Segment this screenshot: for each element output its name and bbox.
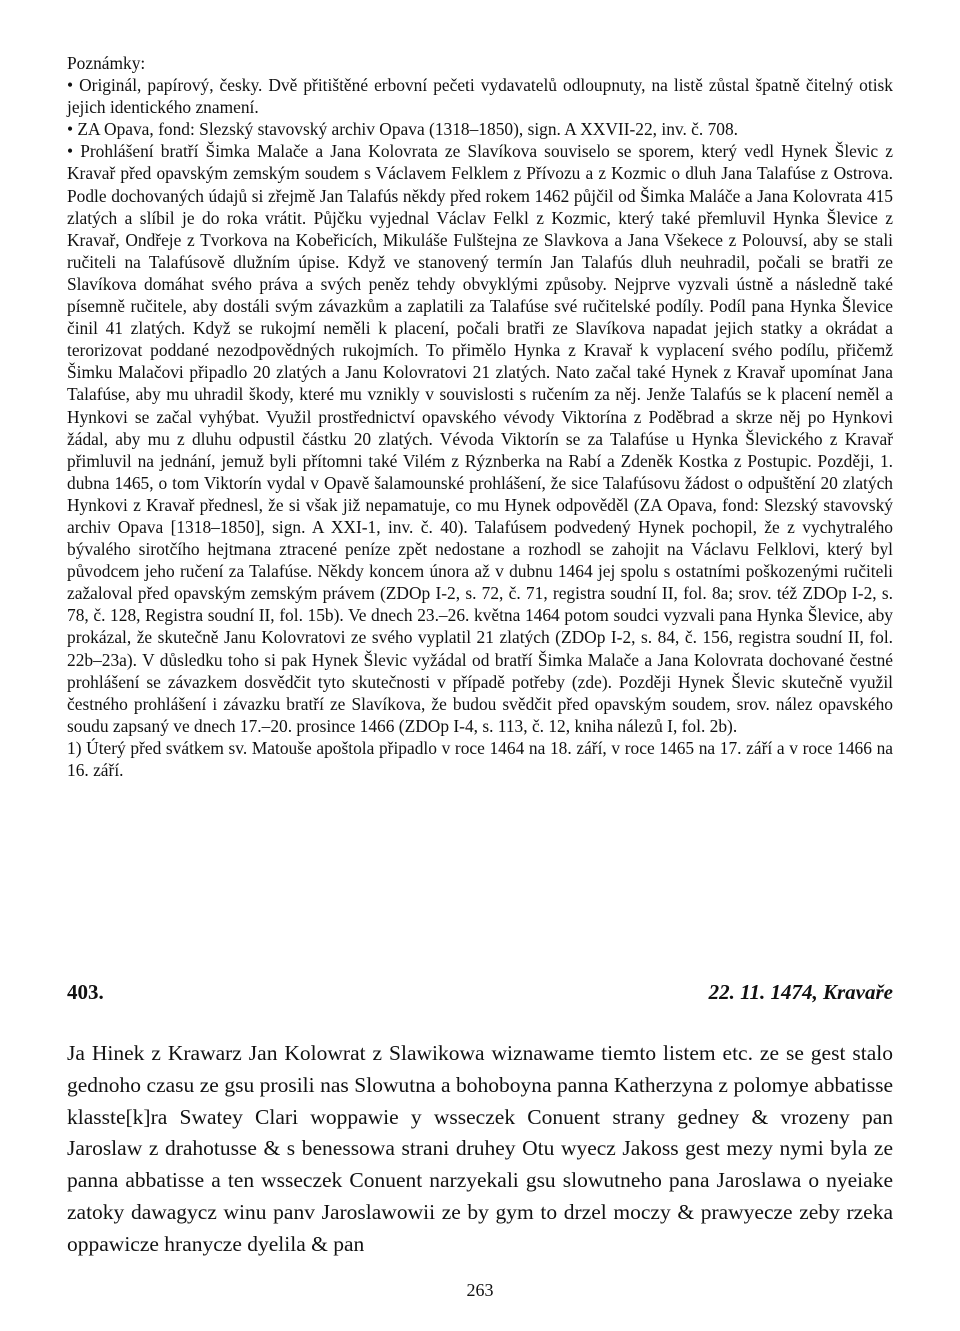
note-paragraph-commentary: • Prohlášení bratří Šimka Malače a Jana Kolovrata ze Slavíkova souviselo se sporem, který vedl Hynek Šlevic z Kravař před opavským zemským soudem s Václavem Felklem z Přívozu a z Kozmic o dluh Jana Talafúse z Ostrova. Podle dochovaných údajů si zřejmě Jan Talafús někdy před rokem 1462 půjčil od Šimka Maláče a Jana Kolovrata 415 zlatých a slíbil je do roka vrátit. Půjčku vyjednal Václav Felkl z Kozmic, který také přemluvil Hynka Šlevice z Kravař, Ondřeje z Tvorkova na Kobeřicích, Mikuláše Fulštejna ze Slavkova a Jana Všekece z Polouvsí, aby se stali ručiteli na Talafúsově dlužním úpise. Když ve stanovený termín Jan Talafús dluh neuhradil, počali se bratři ze Slavíkova domáhat svého práva a svých peněz tehdy obvyklými způsoby. Nejprve vyzvali ústně a následně také písemně ručitele, aby dostáli svým závazkům a zaplatili za Talafúse své ručitelské podíly. Podíl pana Hynka Šlevice činil 41 zlatých. Když se rukojmí neměli k placení, počali bratři ze Slavíkova napadat jejich statky a okrádat a terorizovat poddané nezodpovědných rukojmích. To přimělo Hynka z Kravař k vyplacení svého podílu, přičemž Šimku Malačovi připadlo 20 zlatých a Janu Kolovratovi 21 zlatých. Nato začal také Hynek z Kravař upomínat Jana Talafúse, aby mu uhradil škody, které mu vznikly v souvislosti s ručením za něj. Jenže Talafús se k placení neměl a Hynkovi se začal vyhýbat. Využil prostřednictví opavského vévody Viktorína z Poděbrad a skrze něj po Hynkovi žádal, aby mu z dluhu odpustil částku 20 zlatých. Vévoda Viktorín se za Talafúse u Hynka Šlevického z Kravař přimluvil na jednání, jemuž byli přítomni také Vilém z Rýznberka na Rabí a Zdeněk Kostka z Postupic. Později, 1. dubna 1465, o tom Viktorín vydal v Opavě šalamounské prohlášení, že sice Talafúsovu žádost o odpuštění 20 zlatých Hynkovi z Kravař přednesl, že si však již nepamatuje, co mu Hynek odpověděl (ZA Opava, fond: Slezský stavovský archiv Opava [1318–1850], sign. A XXI-1, inv. č. 40). Talafúsem podvedený Hynek pochopil, že z vychytralého bývalého sirotčího hejtmana ztracené peníze zpět nedostane a rozhodl se zahojit na Václavu Felklovi, který byl původcem jeho ručení za Talafúse. Někdy koncem února až v dubnu 1464 jej spolu s ostatními poškozenými ručiteli zažaloval před opavským zemským právem (ZDOp I-2, s. 72, č. 71, registra soudní II, fol. 8a; srov. též ZDOp I-2, s. 78, č. 128, Registra soudní II, fol. 15b). Ve dnech 23.–26. května 1464 potom soudci vyzvali pana Hynka Šlevice, aby prokázal, že skutečně Janu Kolovratovi ze svého vyplatil 21 zlatých (ZDOp I-2, s. 84, č. 156, registra soudní II, fol. 22b–23a). V důsledku toho si pak Hynek Šlevic vyžádal od bratří Šimka Malače a Jana Kolovrata dochované čestné prohlášení se závazkem dosvědčit tyto skutečnosti v případě potřeby (zde). Později Hynek Šlevic skutečně využil čestného prohlášení i závazku bratří ze Slavíkova, že budou svědčit před opavským soudem, srov. nález opavského soudu zapsaný ve dnech 17.–20. prosince 1466 (ZDOp I-4, s. 113, č. 12, kniha nálezů I, fol. 2b). (67, 141, 893, 736)
document-transcript: Ja Hinek z Krawarz Jan Kolowrat z Slawikowa wiznawame tiemto listem etc. ze se gest stalo gednoho czasu ze gsu prosili nas Slowutna a bohoboyna panna Katherzyna z polomye abbatisse klasste[k]ra Swatey Clari woppawie y wsseczek Conuent strany gedney & vrozeny pan Jaroslaw z drahotusse & s benessowa strani druhey Otu wyecz Jakoss gest mezy nymi byla ze panna abbatisse a ten wsseczek Conuent narzyekali gsu slowutneho pana Jaroslawa o nyeiake zatoky dawagycz winu panv Jaroslawowii ze by gym to drzel moczy & prawyecze zeby rzeka oppawicze hranycze dyelila & pan (67, 1041, 893, 1256)
notes-heading: Poznámky: (67, 53, 146, 73)
document-number: 403. (67, 980, 104, 1004)
note-paragraph-original: • Originál, papírový, česky. Dvě přitištěné erbovní pečeti vydavatelů odloupnuty, na listě zůstal špatně čitelný otisk jejich identického znamení. (67, 75, 893, 118)
note-paragraph-footnote: 1) Úterý před svátkem sv. Matouše apoštola připadlo v roce 1464 na 18. září, v roce 1465 na 17. září a v roce 1466 na 16. září. (67, 737, 893, 780)
document-header (67, 980, 893, 1008)
document-date-place: 22. 11. 1474, Kravaře (708, 980, 893, 1004)
note-paragraph-archive: • ZA Opava, fond: Slezský stavovský archiv Opava (1318–1850), sign. A XXVII-22, inv. č. 708. (67, 119, 739, 140)
notes-section (67, 52, 893, 781)
page-number: 263 (466, 1280, 494, 1300)
notes-block (67, 52, 893, 781)
